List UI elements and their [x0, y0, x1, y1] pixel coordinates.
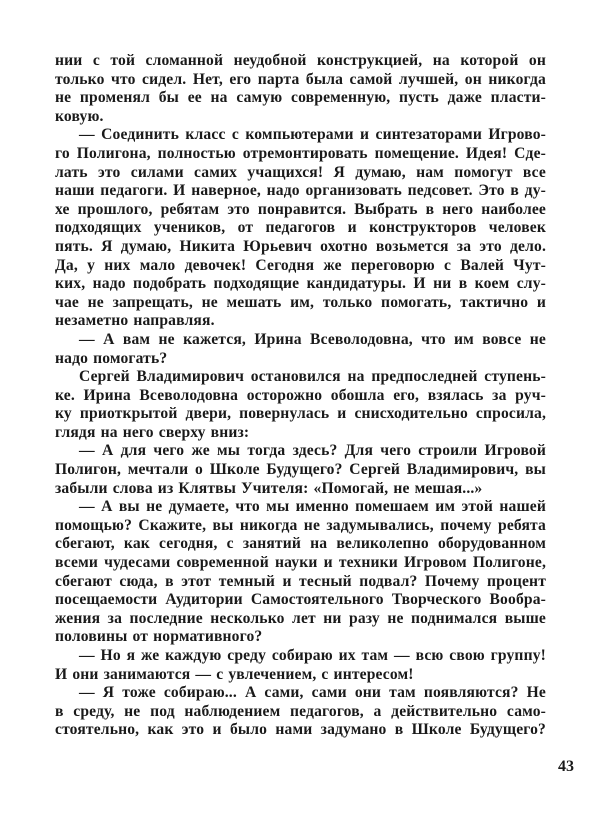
text-line: помощью? Скажите, вы никогда не задумывались, почему ребята: [55, 516, 546, 534]
text-line: пять. Я думаю, Никита Юрьевич охотно возьмется за это дело.: [55, 237, 546, 255]
text-line: посещаемости Аудитории Самостоятельного Творческого Вообра-: [55, 591, 546, 609]
text-line: незаметно направляя.: [55, 312, 215, 330]
text-line: Полигон, мечтали о Школе Будущего? Сергей Владимирович, вы: [55, 461, 546, 479]
text-line: всеми чудесами современной науки и техники Игровом Полигоне,: [55, 554, 546, 572]
text-line: го Полигона, полностью отремонтировать помещение. Идея! Сде-: [55, 144, 546, 162]
text-line: надо помогать?: [55, 349, 168, 367]
text-line: в среду, не под наблюдением педагогов, а действительно само-: [55, 702, 546, 720]
text-line: Да, у них мало девочек! Сегодня же переговорю с Валей Чут-: [55, 256, 546, 274]
text-line: — Я тоже собираю... А сами, сами они там появляются? Не: [79, 684, 546, 702]
text-line: ке. Ирина Всеволодовна осторожно обошла его, взялась за руч-: [55, 386, 546, 404]
text-line: только что сидел. Нет, его парта была самой лучшей, он никогда: [55, 70, 546, 88]
text-line: глядя на него сверху вниз:: [55, 423, 250, 441]
text-line: сбегают, как сегодня, с занятий на великолепно оборудованном: [55, 535, 546, 553]
text-line: ку приоткрытой двери, повернулась и снисходительно спросила,: [55, 405, 546, 423]
text-line: И они занимаются — с увлечением, с интересом!: [55, 665, 414, 683]
text-line: половины от нормативного?: [55, 628, 263, 646]
text-line: — А вам не кажется, Ирина Всеволодовна, что им вовсе не: [79, 330, 546, 348]
text-line: чае не запрещать, не мешать им, только помогать, тактично и: [55, 293, 546, 311]
text-line: лать это силами самих учащихся! Я думаю, нам помогут все: [55, 163, 546, 181]
text-line: нии с той сломанной неудобной конструкцией, на которой он: [55, 52, 546, 69]
text-line: забыли слова из Клятвы Учителя: «Помогай, не мешая...»: [55, 479, 483, 497]
text-line: — Соединить класс с компьютерами и синтезаторами Игрово-: [79, 126, 546, 144]
text-line: ковую.: [55, 107, 104, 125]
text-line: хе прошлого, ребятам это понравится. Выбрать в него наиболее: [55, 200, 546, 218]
text-line: не променял бы ее на самую современную, пусть даже пласти-: [55, 89, 546, 107]
page-body: [55, 52, 546, 740]
text-line: — А для чего же мы тогда здесь? Для чего строили Игровой: [79, 442, 546, 460]
text-line: — А вы не думаете, что мы именно помешаем им этой нашей: [79, 498, 546, 516]
text-line: стоятельно, как это и было нами задумано в Школе Будущего?: [55, 721, 546, 739]
text-line: ких, надо подобрать подходящие кандидатуры. И ни в коем слу-: [55, 275, 546, 293]
text-line: сбегают сюда, в этот темный и тесный подвал? Почему процент: [55, 572, 546, 590]
text-line: подходящих учеников, от педагогов и конструкторов человек: [55, 219, 546, 237]
text-line: — Но я же каждую среду собираю их там — всю свою группу!: [79, 647, 546, 664]
page-number: 43: [558, 758, 574, 775]
text-line: жения за последние несколько лет ни разу не поднимался выше: [55, 609, 546, 627]
text-line: Сергей Владимирович остановился на предпоследней ступень-: [79, 368, 546, 386]
text-line: наши педагоги. И наверное, надо организовать педсовет. Это в ду-: [55, 182, 546, 200]
